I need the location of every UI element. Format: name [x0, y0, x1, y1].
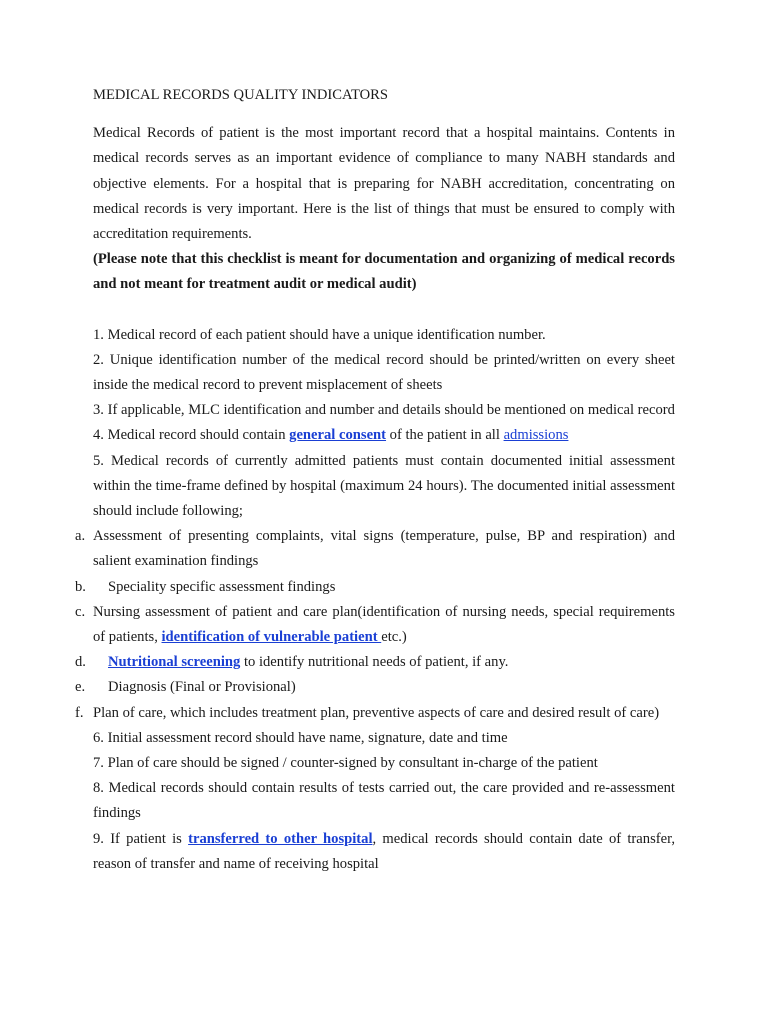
- item-9: 9. If patient is transferred to other hospital, medical records should contain date of transfer, reason of transfer and name of receiving hospital: [93, 830, 676, 872]
- item-5: 5. Medical records of currently admitted patients must contain documented initial assessment within the time-frame defined by hospital (maximum 24 hours). The documented initial assessment should include following;: [93, 452, 675, 520]
- sub-item-c-marker: c.: [75, 603, 86, 620]
- item-1: 1. Medical record of each patient should have a unique identification number.: [93, 326, 546, 343]
- sub-item-d: d. Nutritional screening to identify nutritional needs of patient, if any.: [5, 650, 675, 675]
- item-3: 3. If applicable, MLC identification and number and details should be mentioned on medical record: [93, 402, 675, 419]
- item-6: 6. Initial assessment record should have name, signature, date and time: [93, 729, 508, 746]
- general-consent-link[interactable]: general consent: [289, 427, 387, 444]
- sub-item-f-marker: f.: [75, 704, 84, 721]
- item-2: 2. Unique identification number of the medical record should be printed/written on every sheet inside the medical record to prevent misplacement of sheets: [93, 351, 675, 394]
- checklist: [75, 323, 676, 877]
- sub-item-b: [5, 575, 675, 600]
- sub-item-f-text: Plan of care, which includes treatment plan, preventive aspects of care and desired result of care): [93, 704, 660, 721]
- sub-item-e: [5, 675, 675, 700]
- sub-item-a: [5, 524, 675, 574]
- sub-item-d-marker: d.: [75, 654, 86, 671]
- sub-item-e-text: Diagnosis (Final or Provisional): [108, 679, 296, 696]
- transferred-hospital-link[interactable]: transferred to other hospital: [188, 830, 373, 847]
- vulnerable-patient-link[interactable]: identification of vulnerable patient: [161, 629, 382, 646]
- sub-item-a-text: Assessment of presenting complaints, vital signs (temperature, pulse, BP and respiration) and salient examination findings: [93, 528, 675, 570]
- admissions-link[interactable]: admissions: [503, 427, 569, 444]
- intro-paragraph: Medical Records of patient is the most important record that a hospital maintains. Contents in medical records serves as an important evidence of compliance to many NABH standards and objective elements. For a hospital that is preparing for NABH accreditation, concentrating on medical records is very important. Here is the list of things that must be ensured to comply with accreditation requirements.: [93, 125, 675, 243]
- note-paragraph: (Please note that this checklist is meant for documentation and organizing of medical records and not meant for treatment audit or medical audit): [93, 251, 675, 293]
- sub-item-a-marker: a.: [75, 528, 86, 545]
- sub-item-c: c. Nursing assessment of patient and care plan(identification of nursing needs, special requirements of patients, identification of vulnerable patient etc.): [5, 600, 675, 650]
- sub-item-f: [5, 701, 675, 726]
- item-8: 8. Medical records should contain results of tests carried out, the care provided and re-assessment findings: [93, 780, 675, 822]
- item-4: 4. Medical record should contain general consent of the patient in all admissions: [93, 427, 569, 444]
- sub-item-b-text: Speciality specific assessment findings: [108, 578, 336, 595]
- item-7: 7. Plan of care should be signed / counter-signed by consultant in-charge of the patient: [93, 755, 598, 772]
- sub-item-b-marker: b.: [75, 578, 86, 595]
- document-title: MEDICAL RECORDS QUALITY INDICATORS: [93, 87, 388, 103]
- nutritional-screening-link[interactable]: Nutritional screening: [108, 654, 241, 671]
- sub-item-e-marker: e.: [75, 679, 86, 696]
